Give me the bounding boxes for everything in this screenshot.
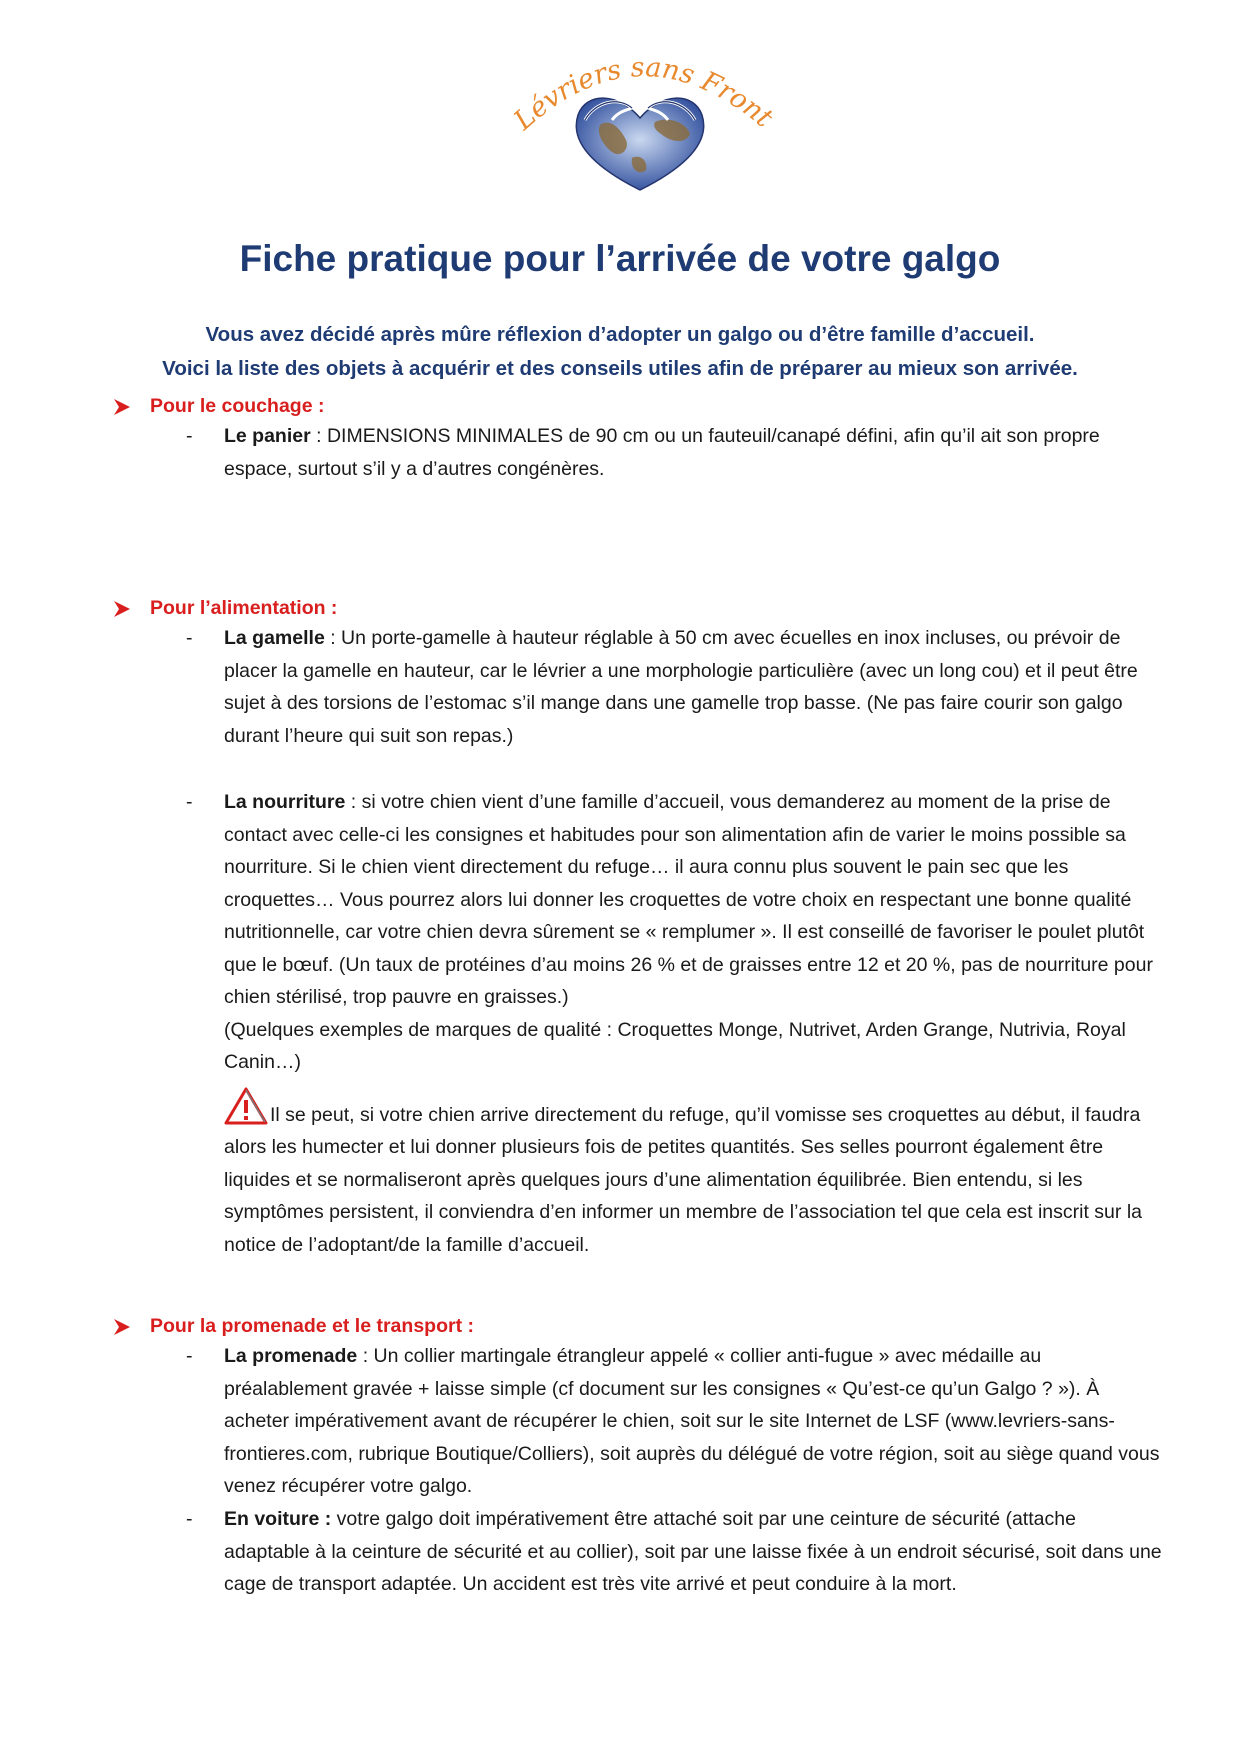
list-item-panier — [186, 420, 1166, 485]
warning-text: Il se peut, si votre chien arrive directement du refuge, qu’il vomisse ses croquettes au début, il faudra alors les humecter et lui donner plusieurs fois de petites quantités. Ses selles pourront également être liquides et se normaliseront après quelques jours d’une alimentation équilibrée. Bien entendu, si les symptômes persistent, il conviendra d’en informer un membre de l’association tel que cela est inscrit sur la notice de l’adoptant/de la famille d’accueil. — [224, 1103, 1142, 1256]
dash-bullet: - — [186, 425, 193, 447]
list-item-promenade — [186, 1340, 1166, 1503]
intro — [0, 318, 1240, 386]
item-label: La nourriture — [224, 791, 346, 813]
item-text: : Un porte-gamelle à hauteur réglable à 50 cm avec écuelles en inox incluses, ou prévoir de placer la gamelle en hauteur, car le lévrier a une morphologie particulière (avec un long cou) et il peut être sujet à des torsions de l’estomac s’il mange dans une gamelle trop basse. (Ne pas faire courir son galgo durant l’heure qui suit son repas.) — [224, 627, 1138, 747]
page-title: Fiche pratique pour l’arrivée de votre galgo — [239, 238, 1001, 279]
section-heading-label: Pour l’alimentation : — [150, 597, 338, 619]
organization-logo — [500, 30, 780, 200]
list-item-voiture — [186, 1503, 1166, 1601]
item-label: Le panier — [224, 425, 311, 447]
arrow-bullet-icon — [112, 1318, 132, 1336]
section-heading-label: Pour la promenade et le transport : — [150, 1315, 474, 1337]
section-heading-label: Pour le couchage : — [150, 395, 325, 417]
arrow-bullet-icon — [112, 600, 132, 618]
item-text: : DIMENSIONS MINIMALES de 90 cm ou un fauteuil/canapé défini, afin qu’il ait son propre espace, surtout s’il y a d’autres congénères. — [224, 425, 1100, 480]
item-text: votre galgo doit impérativement être attaché soit par une ceinture de sécurité (attache adaptable à la ceinture de sécurité et au collier), soit par une laisse fixée à un endroit sécurisé, soit dans une cage de transport adaptée. Un accident est très vite arrivé et peut conduire à la mort. — [224, 1508, 1162, 1595]
item-label: En voiture : — [224, 1508, 332, 1530]
brand-examples: (Quelques exemples de marques de qualité : Croquettes Monge, Nutrivet, Arden Grange, Nutrivia, Royal Canin…) — [224, 1018, 1126, 1073]
intro-line: Vous avez décidé après mûre réflexion d’adopter un galgo ou d’être famille d’accueil. — [205, 323, 1035, 346]
warning-note — [224, 1087, 1166, 1262]
item-text: : Un collier martingale étrangleur appelé « collier anti-fugue » avec médaille au préalablement gravée + laisse simple (cf document sur les consignes « Qu’est-ce qu’un Galgo ? »). À acheter impérativement avant de récupérer le chien, soit sur le site Internet de LSF (www.levriers-sans-frontieres.com, rubrique Boutique/Colliers), soit auprès du délégué de votre région, soit au siège quand vous venez récupérer votre galgo. — [224, 1345, 1160, 1497]
list-item-gamelle — [186, 622, 1166, 752]
section-heading-couchage — [112, 395, 324, 418]
dash-bullet: - — [186, 627, 193, 649]
item-label: La promenade — [224, 1345, 358, 1367]
logo-text: Lévriers sans Front — [508, 52, 779, 137]
dash-bullet: - — [186, 1508, 193, 1530]
arrow-bullet-icon — [112, 398, 132, 416]
dash-bullet: - — [186, 1345, 193, 1367]
dash-bullet: - — [186, 791, 193, 813]
item-label: La gamelle — [224, 627, 325, 649]
section-heading-promenade — [112, 1315, 474, 1338]
section-heading-alimentation — [112, 597, 337, 620]
warning-triangle-icon — [224, 1087, 268, 1125]
list-item-nourriture — [186, 786, 1166, 1261]
intro-line: Voici la liste des objets à acquérir et des conseils utiles afin de préparer au mieux son arrivée. — [162, 357, 1078, 380]
item-text: : si votre chien vient d’une famille d’accueil, vous demanderez au moment de la prise de contact avec celle-ci les consignes et habitudes pour son alimentation afin de varier le moins possible sa nourriture. Si le chien vient directement du refuge… il aura connu plus souvent le pain sec que les croquettes… Vous pourrez alors lui donner les croquettes de votre choix en respectant une bonne qualité nutritionnelle, car votre chien devra sûrement se « remplumer ». Il est conseillé de favoriser le poulet plutôt que le bœuf. (Un taux de protéines d’au moins 26 % et de graisses entre 12 et 20 %, pas de nourriture pour chien stérilisé, trop pauvre en graisses.) — [224, 791, 1153, 1008]
logo-heart-globe-icon — [500, 30, 780, 200]
